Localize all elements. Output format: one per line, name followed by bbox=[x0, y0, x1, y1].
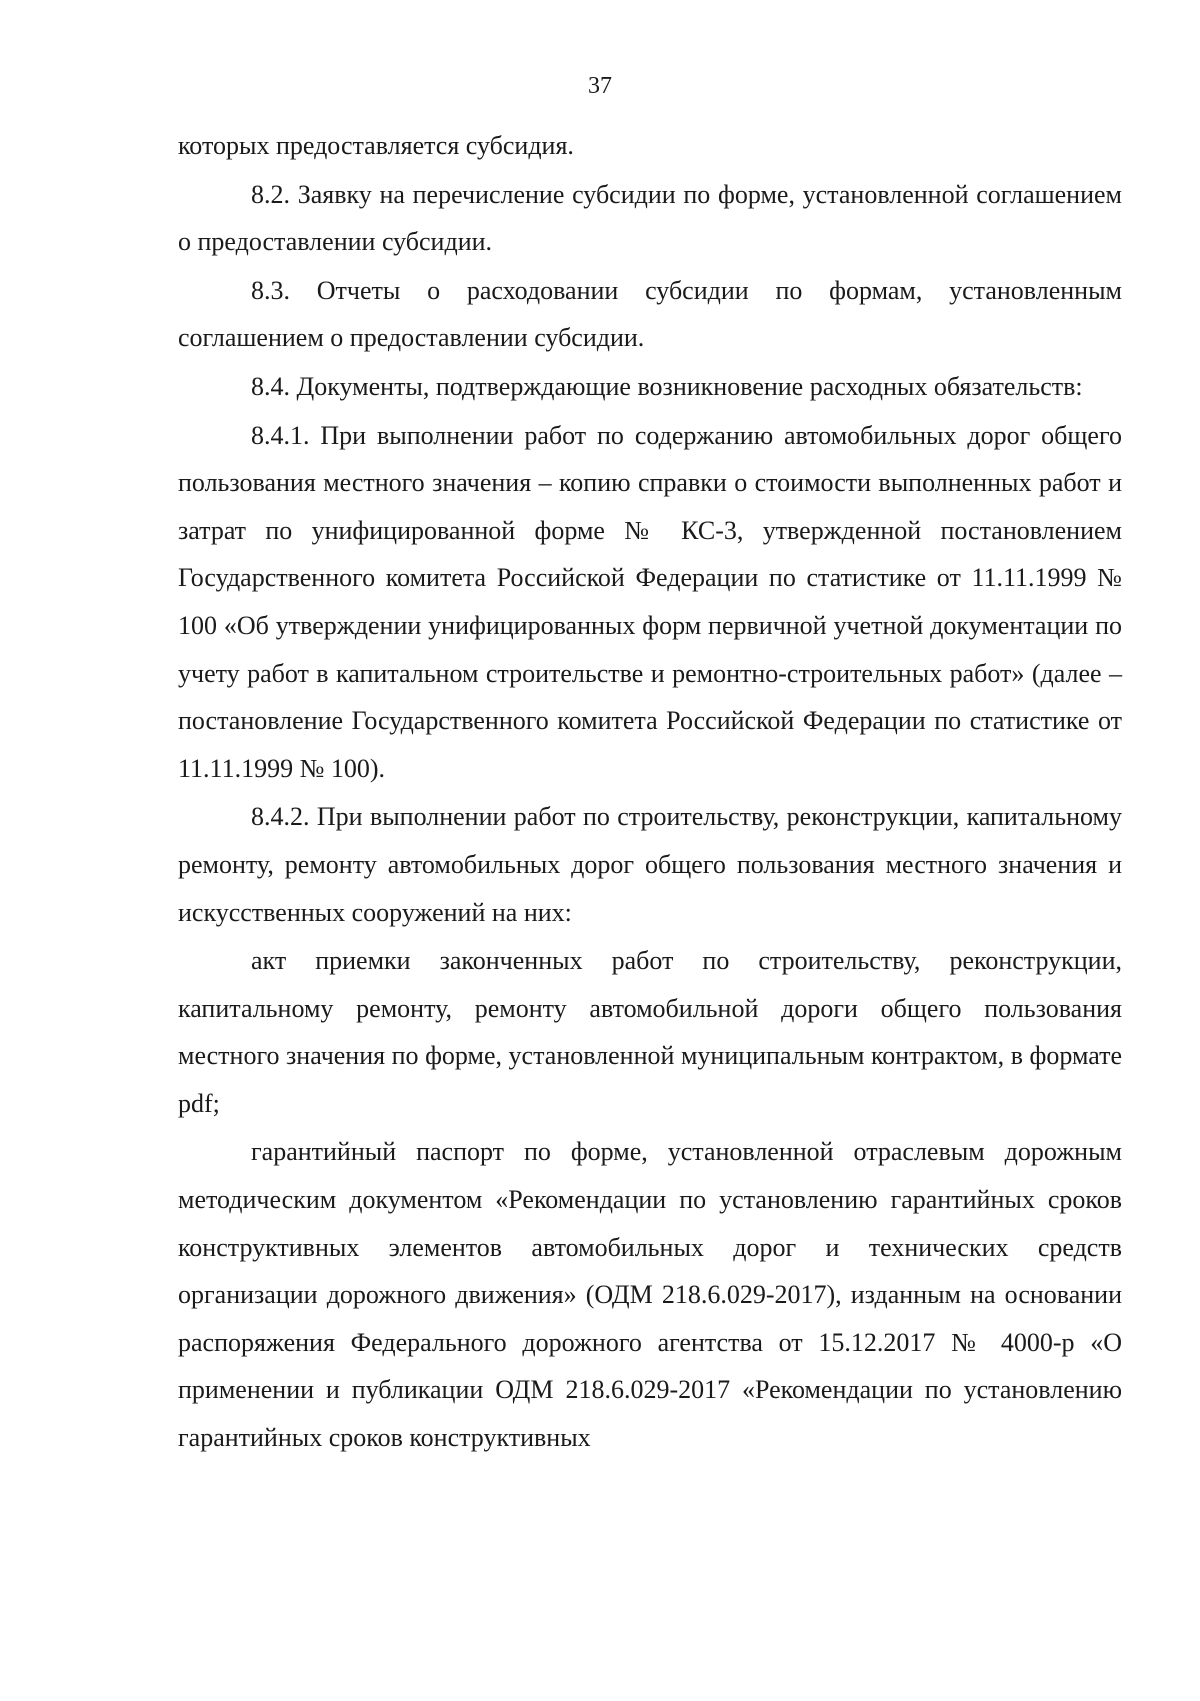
document-body bbox=[178, 122, 1122, 1462]
paragraph-8-4: 8.4. Документы, подтверждающие возникновение расходных обязательств: bbox=[251, 371, 1083, 401]
paragraph-8-4-1: 8.4.1. При выполнении работ по содержанию автомобильных дорог общего пользования местного значения – копию справки о стоимости выполненных работ и затрат по унифицированной форме № КС-3, утвержденной постановлением Государственного комитета Российской Федерации по статистике от 11.11.1999 № 100 «Об утверждении унифицированных форм первичной учетной документации по учету работ в капитальном строительстве и ремонтно-строительных работ» (далее – постановление Государственного комитета Российской Федерации по статистике от 11.11.1999 № 100). bbox=[178, 420, 1122, 783]
paragraph-8-4-2: 8.4.2. При выполнении работ по строительству, реконструкции, капитальному ремонту, ремонту автомобильных дорог общего пользования местного значения и искусственных сооружений на них: bbox=[178, 802, 1122, 927]
paragraph-acceptance-act: акт приемки законченных работ по строительству, реконструкции, капитальному ремонту, ремонту автомобильной дороги общего пользования местного значения по форме, установленной муниципальным контрактом, в формате pdf; bbox=[178, 946, 1122, 1118]
paragraph-continuation: которых предоставляется субсидия. bbox=[178, 131, 574, 160]
paragraph-8-2: 8.2. Заявку на перечисление субсидии по форме, установленной соглашением о предоставлении субсидии. bbox=[178, 179, 1122, 257]
paragraph-8-3: 8.3. Отчеты о расходовании субсидии по формам, установленным соглашением о предоставлении субсидии. bbox=[178, 275, 1122, 353]
page-number: 37 bbox=[588, 73, 612, 99]
paragraph-warranty-passport: гарантийный паспорт по форме, установленной отраслевым дорожным методическим документом «Рекомендации по установлению гарантийных сроков конструктивных элементов автомобильных дорог и технических средств организации дорожного движения» (ОДМ 218.6.029-2017), изданным на основании распоряжения Федерального дорожного агентства от 15.12.2017 № 4000-р «О применении и публикации ОДМ 218.6.029-2017 «Рекомендации по установлению гарантийных сроков конструктивных bbox=[178, 1137, 1122, 1453]
